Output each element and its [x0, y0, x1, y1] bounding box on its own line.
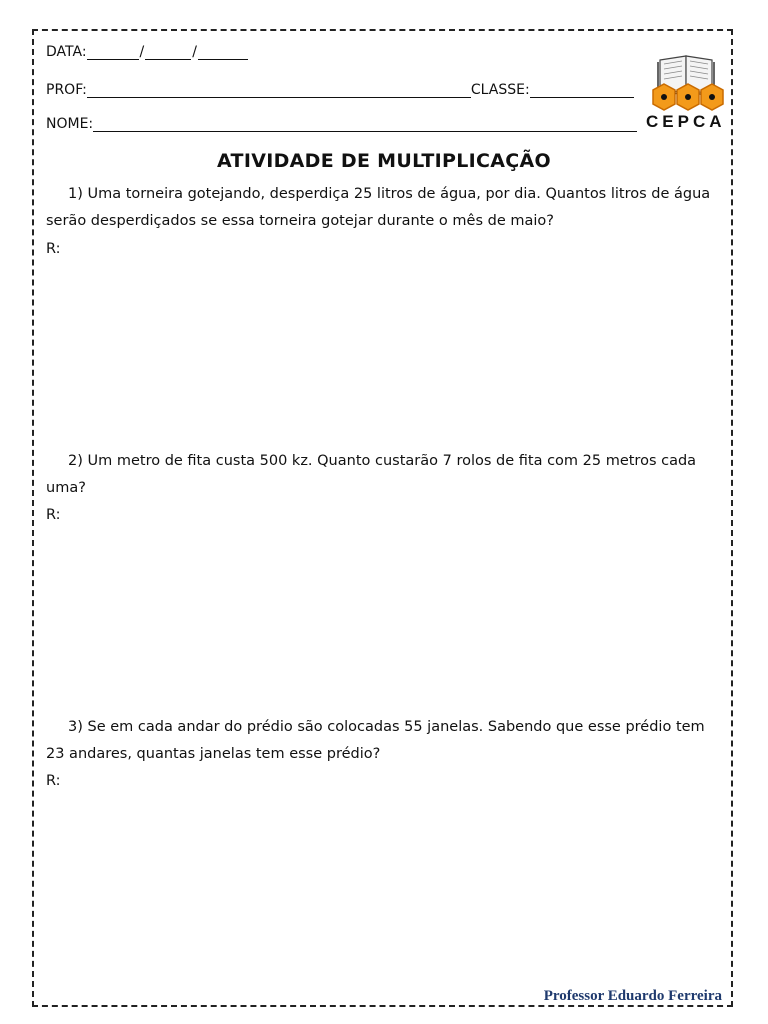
answer-3-label: R: [46, 773, 61, 789]
date-year-blank[interactable] [198, 45, 248, 60]
classe-blank[interactable] [530, 83, 634, 98]
logo-text: CEPCA [646, 112, 726, 131]
teacher-signature: Professor Eduardo Ferreira [543, 988, 722, 1004]
professor-field [46, 82, 634, 98]
page-title: ATIVIDADE DE MULTIPLICAÇÃO [217, 150, 551, 172]
question-3: 3) Se em cada andar do prédio são colocadas 55 janelas. Sabendo que esse prédio tem 23 andares, quantas janelas tem esse prédio? [46, 719, 705, 762]
date-field [46, 44, 248, 60]
name-blank[interactable] [93, 117, 637, 132]
date-month-blank[interactable] [145, 45, 191, 60]
dashed-page-border [32, 29, 733, 1007]
professor-blank[interactable] [87, 83, 471, 98]
question-1: 1) Uma torneira gotejando, desperdiça 25 litros de água, por dia. Quantos litros de água serão desperdiçados se essa torneira gotejar durante o mês de maio? [46, 186, 711, 229]
date-label: DATA: [46, 44, 87, 60]
classe-label: CLASSE: [470, 82, 530, 98]
date-separator: / [192, 44, 197, 60]
date-separator: / [139, 44, 145, 60]
answer-1-label: R: [46, 241, 61, 257]
date-day-blank[interactable] [87, 45, 139, 60]
name-label: NOME: [46, 116, 94, 132]
professor-label: PROF: [46, 82, 87, 98]
answer-2-label: R: [46, 507, 61, 523]
question-2: 2) Um metro de fita custa 500 kz. Quanto custarão 7 rolos de fita com 25 metros cada uma? [46, 453, 697, 496]
name-field [46, 116, 637, 132]
